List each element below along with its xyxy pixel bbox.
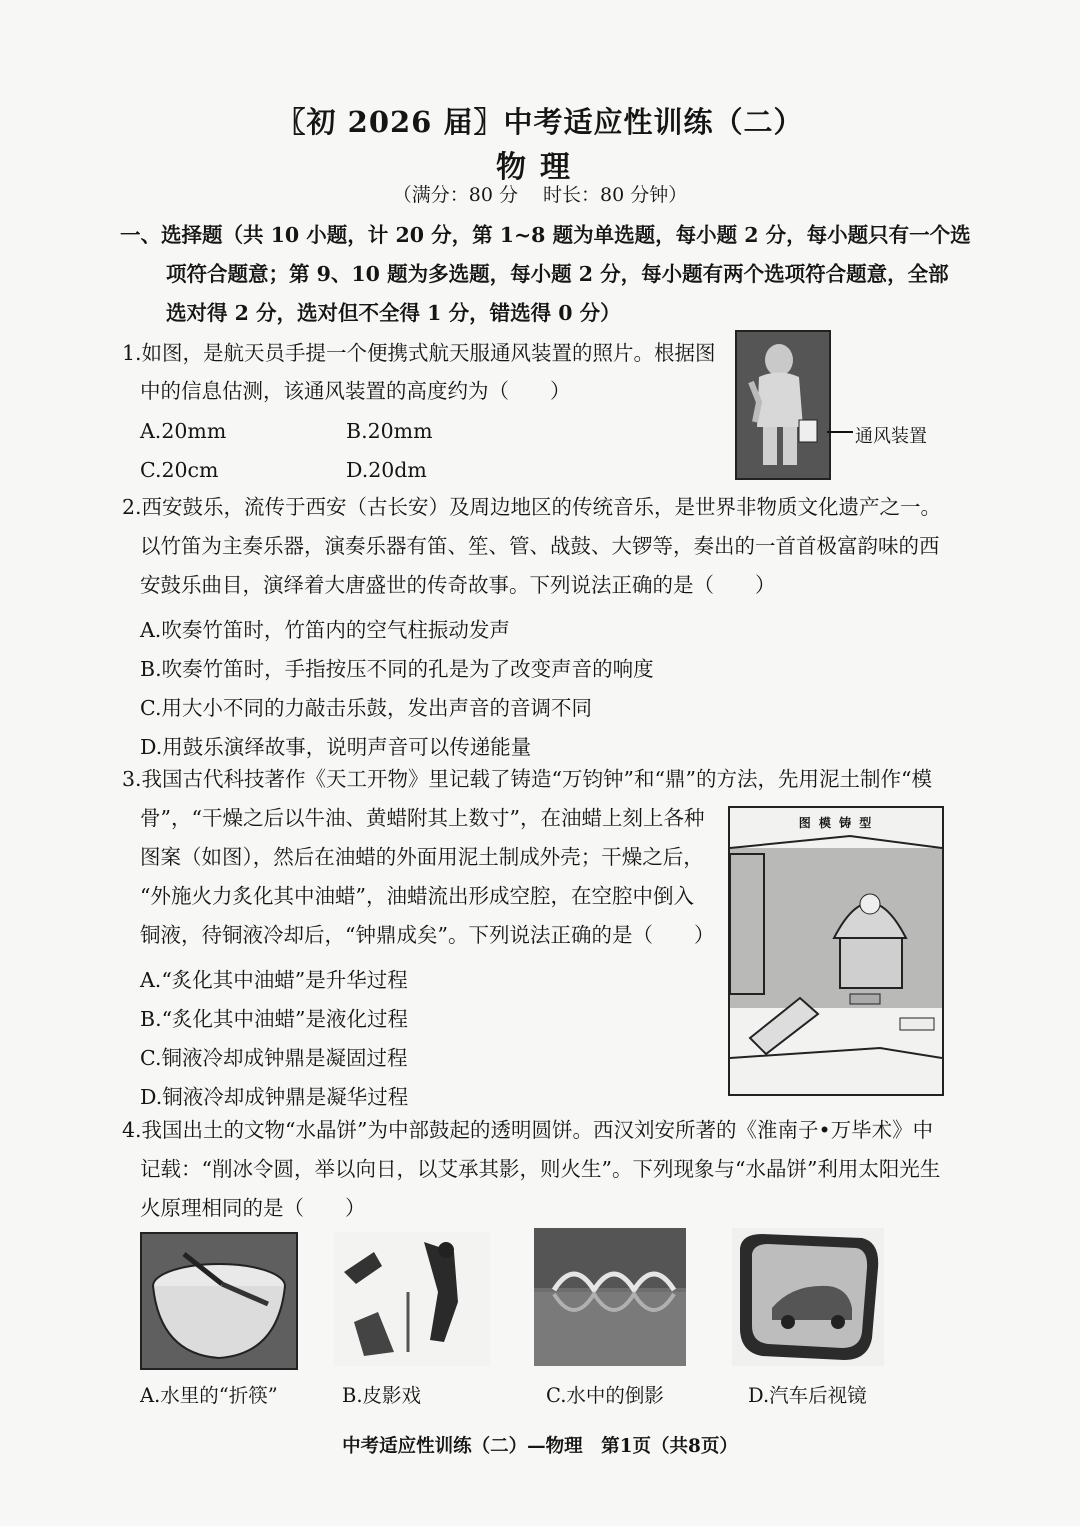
q1-option-c: C.20cm [140,458,219,482]
q2-option-a: A.吹奏竹笛时，竹笛内的空气柱振动发声 [140,618,510,642]
footer-exam-name: 中考适应性训练（二）—物理 [342,1436,583,1457]
exam-meta: （满分：80 分 时长：80 分钟） [392,184,688,206]
q4-caption-b: B.皮影戏 [342,1384,422,1407]
question-3-line: 骨”，“干燥之后以牛油、黄蜡附其上数寸”，在油蜡上刻上各种 [140,806,705,830]
reflection-figure [534,1228,686,1366]
q1-option-b: B.20mm [346,419,433,443]
q2-option-c: C.用大小不同的力敲击乐鼓，发出声音的音调不同 [140,696,592,720]
q3-option-b: B.“炙化其中油蜡”是液化过程 [140,1007,409,1031]
q2-option-d: D.用鼓乐演绎故事，说明声音可以传递能量 [140,735,532,759]
question-3-line: 图案（如图），然后在油蜡的外面用泥土制成外壳；干燥之后， [140,845,704,869]
bent-chopstick-image [140,1232,298,1370]
question-1-line: 中的信息估测，该通风装置的高度约为（ ） [140,379,571,403]
q1-option-a: A.20mm [140,419,227,443]
figure-pointer-line [827,431,853,433]
question-1-line: 1.如图，是航天员手提一个便携式航天服通风装置的照片。根据图 [122,341,716,365]
casting-figure-title: 图 模 铸 型 [798,816,874,830]
mirror-figure [732,1228,884,1366]
water-reflection-image [534,1228,686,1366]
footer-page-number: 第1页（共8页） [601,1436,738,1457]
q3-option-d: D.铜液冷却成钟鼎是凝华过程 [140,1085,409,1109]
figure-label-vent: 通风装置 [855,426,927,447]
q3-option-a: A.“炙化其中油蜡”是升华过程 [140,968,408,992]
question-4-line: 4.我国出土的文物“水晶饼”为中部鼓起的透明圆饼。西汉刘安所著的《淮南子•万毕术》中 [122,1118,934,1142]
shadow-puppet-figure [334,1232,490,1366]
q1-option-d: D.20dm [346,458,427,482]
section-instruction-line: 项符合题意；第 9、10 题为多选题，每小题 2 分，每小题有两个选项符合题意，全部 [166,262,949,286]
q4-caption-a: A.水里的“折筷” [140,1384,278,1407]
q4-caption-d: D.汽车后视镜 [748,1384,867,1407]
section-instruction-line: 选对得 2 分，选对但不全得 1 分，错选得 0 分） [166,301,621,325]
casting-scene [730,808,942,1094]
question-3-line: 3.我国古代科技著作《天工开物》里记载了铸造“万钧钟”和“鼎”的方法，先用泥土制作“模 [122,767,932,791]
exam-title: 〖初 2026 届〗中考适应性训练（二） [276,105,804,139]
question-2-line: 2.西安鼓乐，流传于西安（古长安）及周边地区的传统音乐，是世界非物质文化遗产之一。 [122,495,942,519]
question-3-line: “外施火力炙化其中油蜡”，油蜡流出形成空腔，在空腔中倒入 [140,884,694,908]
car-mirror-image [732,1228,884,1366]
page-footer [0,1432,1080,1458]
question-3-line: 铜液，待铜液冷却后，“钟鼎成矣”。下列说法正确的是（ ） [140,923,715,947]
section-instruction-line: 一、选择题（共 10 小题，计 20 分，第 1~8 题为单选题，每小题 2 分，每小题只有一个选 [120,223,971,247]
bowl-figure [142,1234,296,1368]
shadow-puppet-image [334,1232,490,1366]
question-2-line: 以竹笛为主奏乐器，演奏乐器有笛、笙、管、战鼓、大锣等，奏出的一首首极富韵味的西 [140,534,940,558]
question-2-line: 安鼓乐曲目，演绎着大唐盛世的传奇故事。下列说法正确的是（ ） [140,573,776,597]
casting-illustration [728,806,944,1096]
q3-option-c: C.铜液冷却成钟鼎是凝固过程 [140,1046,408,1070]
question-4-line: 记载：“削冰令圆，举以向日，以艾承其影，则火生”。下列现象与“水晶饼”利用太阳光生 [140,1157,941,1181]
q4-caption-c: C.水中的倒影 [546,1384,664,1407]
astronaut-photo [735,330,831,480]
question-4-line: 火原理相同的是（ ） [140,1196,366,1220]
q2-option-b: B.吹奏竹笛时，手指按压不同的孔是为了改变声音的响度 [140,657,654,681]
subject-title: 物理 [496,150,584,185]
astronaut-figure [737,332,829,478]
